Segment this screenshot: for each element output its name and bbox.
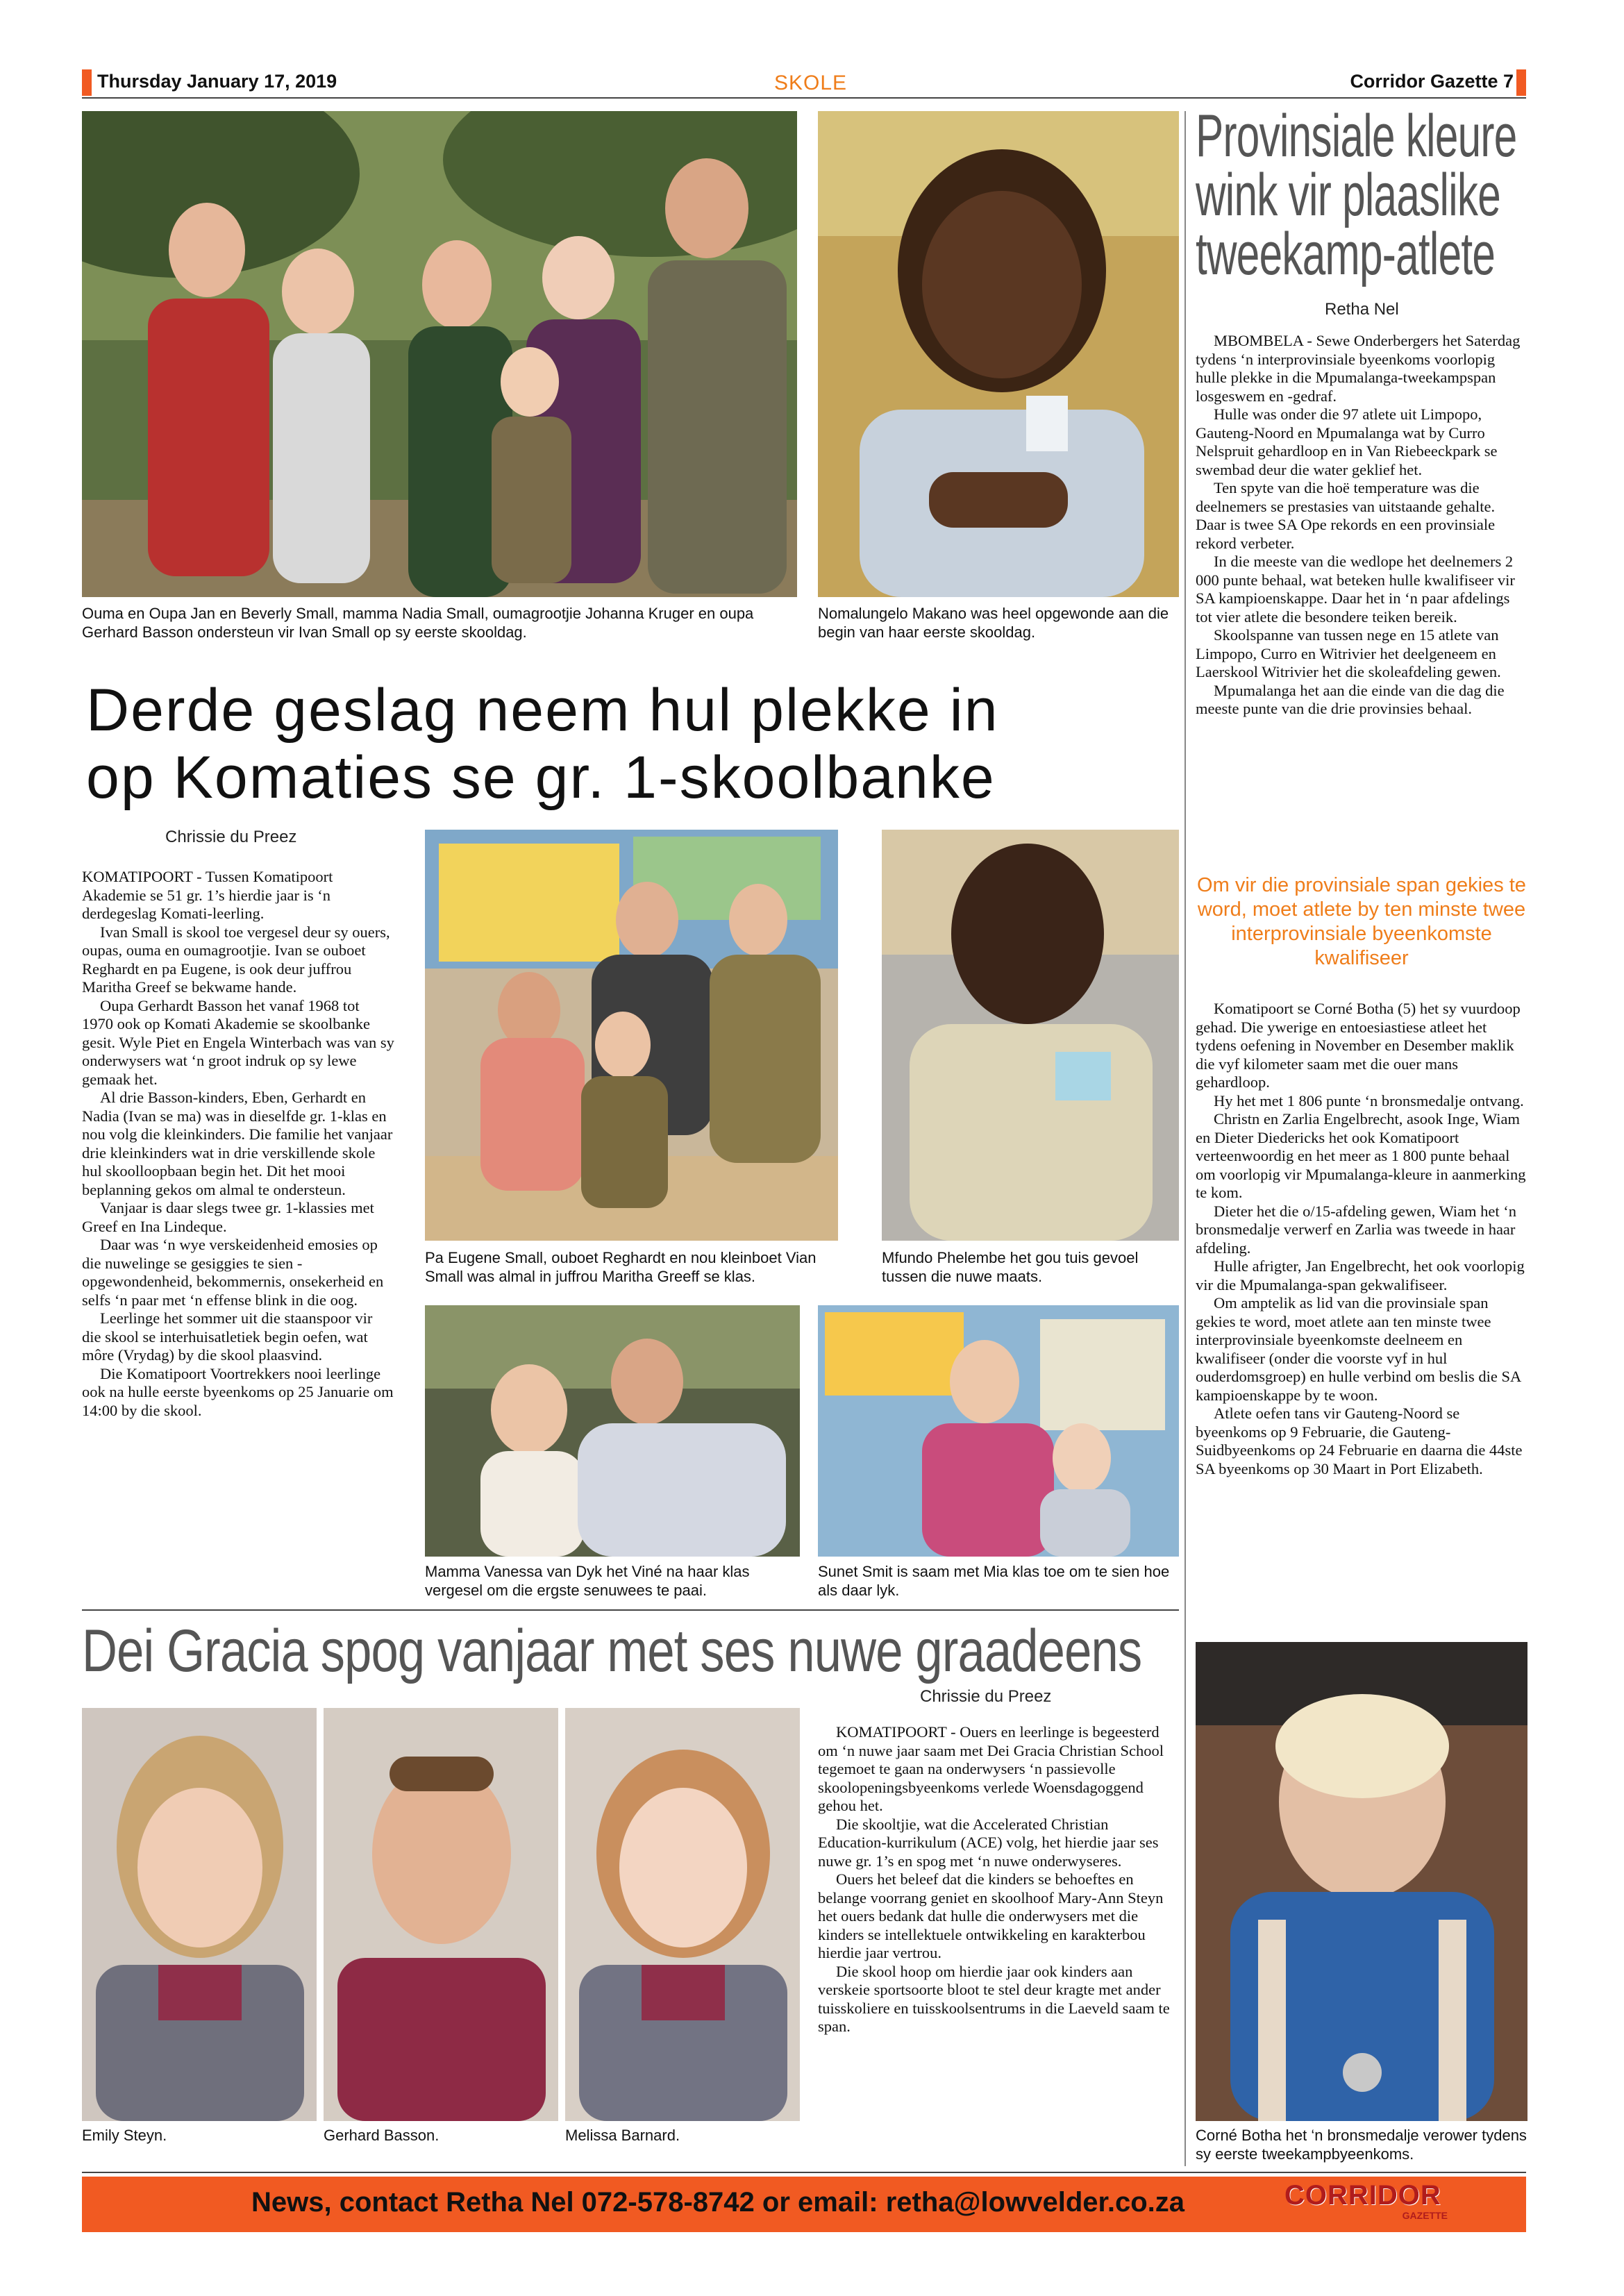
article2-paragraph: Die skool hoop om hierdie jaar ook kinders aan verskeie sportsoorte bloot te stel deur kragte met ander tuisskoliere en tuisskoolsentrums in die Laeveld saam te span. bbox=[818, 1962, 1170, 2035]
girl-photo bbox=[818, 111, 1179, 597]
vanessa-photo bbox=[425, 1305, 800, 1557]
melissa-photo bbox=[565, 1708, 800, 2121]
article2-byline: Chrissie du Preez bbox=[920, 1687, 1052, 1706]
header-rule bbox=[82, 97, 1526, 99]
article3-paragraph: Atlete oefen tans vir Gauteng-Noord se byeenkoms op 9 Februarie, die Gauteng-Suidbyeenkoms op 24 Februarie en daarna die 44ste SA byeenkoms op 30 Maart in Port Elizabeth. bbox=[1196, 1405, 1523, 1477]
footer-rule bbox=[82, 2172, 1526, 2173]
mfundo-caption: Mfundo Phelembe het gou tuis gevoel tussen die nuwe maats. bbox=[882, 1249, 1139, 1285]
article3-paragraph: Mpumalanga het aan die einde van die dag die meeste punte van die drie provinsies behaal. bbox=[1196, 681, 1505, 717]
article1-byline: Chrissie du Preez bbox=[165, 828, 297, 846]
corne-caption: Corné Botha het ‘n bronsmedalje verower tydens sy eerste tweekampbyeenkoms. bbox=[1196, 2127, 1527, 2163]
article1-headline-line1: Derde geslag neem hul plekke in bbox=[86, 677, 999, 744]
article2-paragraph: Ouers het beleef dat die kinders se behoeftes en belange voorrang geniet en skoolhoof Mary-Ann Steyn het ouers bedank dat hulle die onderwysers met die kinders se intellektuele ontwikkeling en karakterbou hierdie jaar vertrou. bbox=[818, 1870, 1164, 1961]
article3-paragraph: In die meeste van die wedlope het deelnemers 2 000 punte behaal, wat beteken hulle kwalifiseer vir SA kampioenskappe. Daar het in ‘n paar afdelings tot vier atlete die besondere teiken bereik. bbox=[1196, 553, 1515, 626]
article3-paragraph: Dieter het die o/15-afdeling gewen, Wiam het ‘n bronsmedalje verwerf en Zarlia was tweede in haar afdeling. bbox=[1196, 1202, 1517, 1257]
sunet-photo bbox=[818, 1305, 1179, 1557]
article3-byline: Retha Nel bbox=[1325, 300, 1399, 319]
footer-logo bbox=[1284, 2180, 1462, 2229]
article2-headline: Dei Gracia spog vanjaar met ses nuwe graadeens bbox=[82, 1618, 1142, 1684]
article3-body-a bbox=[1196, 332, 1527, 719]
family-photo-caption: Ouma en Oupa Jan en Beverly Small, mamma Nadia Small, oumagrootjie Johanna Kruger en oupa Gerhard Basson ondersteun vir Ivan Small op sy eerste skooldag. bbox=[82, 605, 754, 641]
article3-paragraph: Hulle was onder die 97 atlete uit Limpopo, Gauteng-Noord en Mpumalanga wat by Curro Nelspruit gehardloop en in Van Riebeeckpark se swembad deur die water geklief het. bbox=[1196, 405, 1498, 478]
emily-caption: Emily Steyn. bbox=[82, 2127, 167, 2144]
article3-pull-quote: Om vir die provinsiale span gekies te word, moet atlete by ten minste twee interprovinsiale byeenkomste kwalifiseer bbox=[1197, 874, 1526, 969]
article3-paragraph: Hy het met 1 806 punte ‘n bronsmedalje ontvang. bbox=[1214, 1091, 1524, 1109]
footer-contact: News, contact Retha Nel 072-578-8742 or email: retha@lowvelder.co.za bbox=[251, 2187, 1185, 2218]
article1-paragraph: Daar was ‘n wye verskeidenheid emosies op die nuwelinge se gesiggies te sien - opgewondenheid, bekommernis, onsekerheid en selfs ‘n paar met ‘n effense blink in die oog. bbox=[82, 1236, 384, 1309]
article1-paragraph: Leerlinge het sommer uit die staanspoor vir die skool se interhuisatletiek begin oefen, wat môre (Vrydag) by die skool plaasvind. bbox=[82, 1309, 373, 1364]
article2-paragraph: KOMATIPOORT - Ouers en leerlinge is begeesterd om ‘n nuwe jaar saam met Dei Gracia Christian School tegemoet te gaan na onderwysers ‘n passievolle skoolopeningsbyeenkoms verlede Woensdagoggend gehou het. bbox=[818, 1723, 1164, 1814]
article3-paragraph: Hulle afrigter, Jan Engelbrecht, het ook voorlopig vir die Mpumalanga-span gekwalifiseer. bbox=[1196, 1257, 1525, 1293]
article1-paragraph: Vanjaar is daar slegs twee gr. 1-klassies met Greef en Ina Lindeque. bbox=[82, 1199, 374, 1235]
header-accent-right bbox=[1516, 69, 1526, 96]
header-section: SKOLE bbox=[774, 72, 848, 94]
article3-paragraph: Christn en Zarlia Engelbrecht, asook Inge, Wiam en Dieter Diedericks het ook Komatipoort verteenwoordig en het meer as 1 800 punte behaal om voorlopig vir Mpumalanga-kleure in aanmerking te kom. bbox=[1196, 1110, 1526, 1201]
classroom-family-photo bbox=[425, 830, 838, 1241]
article1-headline-line2: op Komaties se gr. 1-skoolbanke bbox=[86, 744, 996, 811]
sunet-caption: Sunet Smit is saam met Mia klas toe om te sien hoe als daar lyk. bbox=[818, 1563, 1170, 1599]
article3-paragraph: Skoolspanne van tussen nege en 15 atlete van Limpopo, Curro en Witrivier het deelgeneem en Laerskool Witrivier het die skoleafdeling gewen. bbox=[1196, 626, 1501, 680]
classroom-family-caption: Pa Eugene Small, ouboet Reghardt en nou kleinboet Vian Small was almal in juffrou Maritha Greeff se klas. bbox=[425, 1249, 817, 1285]
footer-logo-sub: GAZETTE bbox=[1402, 2210, 1448, 2221]
header-date: Thursday January 17, 2019 bbox=[97, 71, 337, 92]
article1-bottom-rule bbox=[82, 1609, 1179, 1611]
article3-paragraph: MBOMBELA - Sewe Onderbergers het Saterdag tydens ‘n interprovinsiale byeenkoms voorlopig hulle plekke in die Mpumalanga-tweekampspan losgeswem en -gedraf. bbox=[1196, 332, 1521, 405]
article1-body bbox=[82, 868, 394, 1420]
article3-paragraph: Om amptelik as lid van die provinsiale span gekies te word, moet atlete aan ten minste twee interprovinsiale byeenkomste deelneem en kwalifiseer (onder die voorste vyf in hul ouderdomsgroep) en hulle verbind om beslis die SA kampioenskappe by te woon. bbox=[1196, 1294, 1521, 1404]
melissa-caption: Melissa Barnard. bbox=[565, 2127, 680, 2144]
header-accent-left bbox=[82, 69, 92, 96]
family-photo bbox=[82, 111, 797, 597]
emily-photo bbox=[82, 1708, 317, 2121]
right-column-divider bbox=[1184, 111, 1186, 2166]
article3-paragraph: Ten spyte van die hoë temperature was die deelnemers se prestasies van uitstaande gehalte. Daar is twee SA Ope rekords en een provinsiale rekord verbeter. bbox=[1196, 479, 1496, 552]
header-paper-page: Corridor Gazette 7 bbox=[1350, 71, 1514, 92]
article1-paragraph: Oupa Gerhardt Basson het vanaf 1968 tot 1970 ook op Komati Akademie se skoolbanke gesit. Wyle Piet en Engela Winterbach was van sy onderwysers wat ‘n groot indruk op sy lewe gemaak het. bbox=[82, 996, 394, 1088]
corne-photo bbox=[1196, 1642, 1527, 2121]
article1-paragraph: Die Komatipoort Voortrekkers nooi leerlinge ook na hulle eerste byeenkoms op 25 Januarie om 14:00 by die skool. bbox=[82, 1364, 394, 1419]
article2-paragraph: Die skooltjie, wat die Accelerated Christian Education-kurrikulum (ACE) volg, het hierdie jaar ses nuwe gr. 1’s en spog met ‘n nuwe onderwyseres. bbox=[818, 1815, 1159, 1870]
article3-body-b bbox=[1196, 1000, 1527, 1478]
article1-paragraph: Al drie Basson-kinders, Eben, Gerhardt en Nadia (Ivan se ma) was in dieselfde gr. 1-klas en nou volg die kleinkinders. Die familie het vanjaar drie kleinkinders wat in drie verskillende skole hul skoolloopbaan begin het. Dit het mooi beplanning gekos om almal te ondersteun. bbox=[82, 1089, 393, 1198]
vanessa-caption: Mamma Vanessa van Dyk het Viné na haar klas vergesel om die ergste senuwees te paai. bbox=[425, 1563, 750, 1599]
gerhard-caption: Gerhard Basson. bbox=[324, 2127, 440, 2144]
article1-paragraph: Ivan Small is skool toe vergesel deur sy ouers, oupas, ouma en oumagrootjie. Ivan se ouboet Reghardt en pa Eugene, is ook deur juffrou Maritha Greef se bekwame hande. bbox=[82, 923, 390, 996]
footer-logo-main: CORRIDOR bbox=[1284, 2180, 1441, 2211]
girl-photo-caption: Nomalungelo Makano was heel opgewonde aan die begin van haar eerste skooldag. bbox=[818, 605, 1169, 641]
article3-headline-line1: Provinsiale kleure bbox=[1196, 103, 1517, 169]
article1-paragraph: KOMATIPOORT - Tussen Komatipoort Akademie se 51 gr. 1’s hierdie jaar is ‘n derdegeslag Komati-leerling. bbox=[82, 868, 333, 922]
mfundo-photo bbox=[882, 830, 1179, 1241]
gerhard-photo bbox=[324, 1708, 558, 2121]
article2-body bbox=[818, 1723, 1172, 2036]
article3-headline-line2: wink vir plaaslike bbox=[1196, 162, 1501, 228]
article3-headline-line3: tweekamp-atlete bbox=[1196, 221, 1496, 287]
article3-paragraph: Komatipoort se Corné Botha (5) het sy vuurdoop gehad. Die ywerige en entoesiastiese atleet het tydens oefening in November en Desember maklik die vyf kilometer saam met die ouer mans gehardloop. bbox=[1196, 1000, 1521, 1091]
